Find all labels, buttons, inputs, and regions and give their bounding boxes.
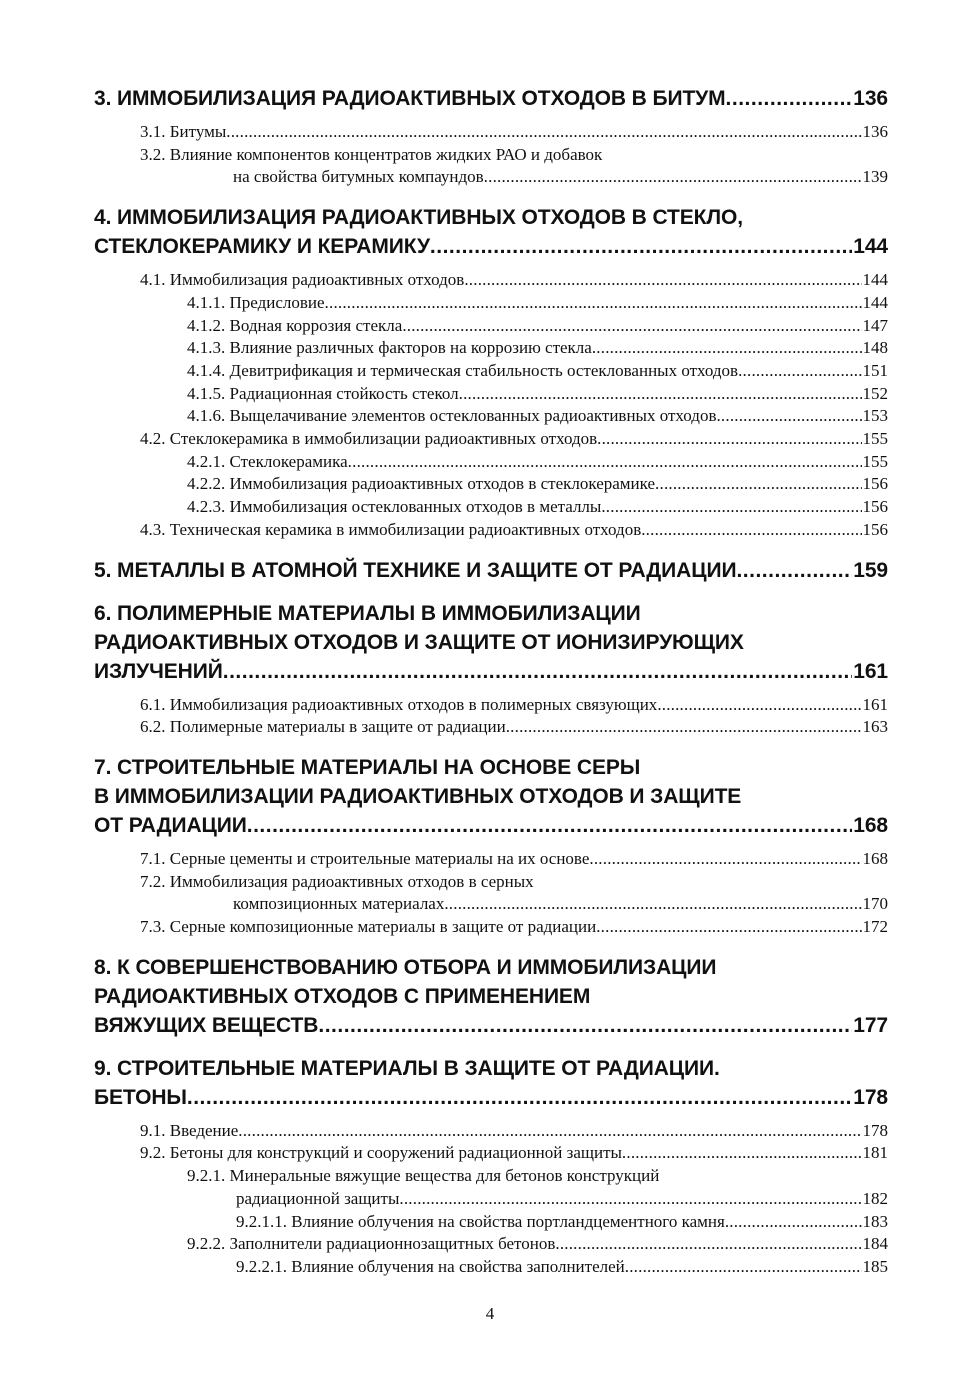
- toc-entry-page: 168: [862, 848, 888, 868]
- chapter-title-line[interactable]: 7. СТРОИТЕЛЬНЫЕ МАТЕРИАЛЫ НА ОСНОВЕ СЕРЫ: [94, 755, 641, 779]
- leader-dots: [641, 519, 861, 542]
- leader-dots: [601, 496, 861, 519]
- toc-entry-title: 7.2. Иммобилизация радиоактивных отходов в серных: [140, 871, 534, 891]
- toc-entry-page: 185: [862, 1256, 888, 1276]
- leader-dots: [506, 716, 862, 739]
- chapter-title-line: ОТ РАДИАЦИИ: [94, 813, 247, 837]
- leader-dots: [736, 556, 852, 585]
- toc-entry[interactable]: [94, 121, 888, 144]
- leader-dots: [596, 916, 861, 939]
- chapter-title-line[interactable]: 8. К СОВЕРШЕНСТВОВАНИЮ ОТБОРА И ИММОБИЛИЗАЦИИ: [94, 955, 717, 979]
- leader-dots: [318, 1011, 852, 1040]
- toc-entry-page: 147: [862, 315, 888, 335]
- table-of-contents: [94, 84, 888, 1279]
- toc-entry[interactable]: [94, 848, 888, 871]
- toc-entry[interactable]: [94, 405, 888, 428]
- toc-entry[interactable]: [94, 337, 888, 360]
- toc-entry[interactable]: [94, 1165, 888, 1210]
- chapter-title-line[interactable]: 9. СТРОИТЕЛЬНЫЕ МАТЕРИАЛЫ В ЗАЩИТЕ ОТ РАДИАЦИИ.: [94, 1056, 720, 1080]
- toc-entry-title: 9.1. Введение: [140, 1120, 239, 1140]
- toc-entry-title: 4.2.1. Стеклокерамика: [187, 451, 348, 471]
- toc-entry-title: 4.1.1. Предисловие: [187, 292, 325, 312]
- toc-entry-title: 7.3. Серные композиционные материалы в защите от радиации: [140, 917, 597, 937]
- toc-entry[interactable]: [94, 315, 888, 338]
- toc-entry-title: 7.1. Серные цементы и строительные материалы на их основе: [140, 848, 590, 868]
- toc-entry-page: 161: [862, 694, 888, 714]
- toc-entry-page: 182: [862, 1188, 888, 1208]
- chapter-title-line[interactable]: РАДИОАКТИВНЫХ ОТХОДОВ С ПРИМЕНЕНИЕМ: [94, 984, 591, 1008]
- toc-entry-page: 163: [862, 717, 888, 737]
- toc-entry-title: 4.2.2. Иммобилизация радиоактивных отходов в стеклокерамике: [187, 474, 656, 494]
- chapter-title-line: БЕТОНЫ: [94, 1085, 187, 1109]
- toc-entry-page: 155: [862, 429, 888, 449]
- leader-dots: [348, 451, 862, 474]
- leader-dots: [725, 1211, 862, 1234]
- chapter-title-line[interactable]: 4. ИММОБИЛИЗАЦИЯ РАДИОАКТИВНЫХ ОТХОДОВ В СТЕКЛО,: [94, 206, 743, 230]
- leader-dots: [430, 232, 852, 261]
- toc-entry-title: 6.2. Полимерные материалы в защите от радиации: [140, 717, 506, 737]
- leader-dots: [402, 315, 861, 338]
- chapter-heading: [94, 203, 888, 261]
- toc-entry-title: 9.2.1. Минеральные вяжущие вещества для бетонов конструкций: [187, 1166, 660, 1186]
- chapter-heading: [94, 556, 888, 585]
- chapter-title-line: ИЗЛУЧЕНИЙ: [94, 659, 223, 683]
- toc-entry-title: 9.2.2. Заполнители радиационнозащитных бетонов: [187, 1234, 556, 1254]
- leader-dots: [555, 1233, 861, 1256]
- leader-dots: [622, 1142, 862, 1165]
- chapter-title-line[interactable]: 6. ПОЛИМЕРНЫЕ МАТЕРИАЛЫ В ИММОБИЛИЗАЦИИ: [94, 601, 641, 625]
- chapter-title-row[interactable]: [94, 232, 888, 261]
- toc-entry-title: 4.1.3. Влияние различных факторов на коррозию стекла: [187, 338, 592, 358]
- chapter-title-line: 3. ИММОБИЛИЗАЦИЯ РАДИОАКТИВНЫХ ОТХОДОВ В БИТУМ: [94, 87, 726, 110]
- leader-dots: [716, 405, 861, 428]
- page-number: 4: [485, 1304, 495, 1323]
- toc-entry-title: 3.1. Битумы: [140, 122, 227, 141]
- toc-entry[interactable]: [94, 269, 888, 292]
- toc-entry-page: 172: [862, 917, 888, 937]
- leader-dots: [592, 337, 862, 360]
- toc-entry-page: 152: [862, 383, 888, 403]
- toc-entry-title: 4.1. Иммобилизация радиоактивных отходов: [140, 270, 465, 290]
- toc-entry[interactable]: [94, 428, 888, 451]
- leader-dots: [223, 657, 853, 686]
- leader-dots: [597, 428, 861, 451]
- leader-dots: [726, 84, 853, 113]
- toc-entry[interactable]: [94, 694, 888, 717]
- chapter-heading: [94, 953, 888, 1040]
- toc-entry[interactable]: [94, 1120, 888, 1143]
- toc-entry-page: 156: [862, 474, 888, 494]
- leader-dots: [657, 694, 861, 717]
- toc-entry-title: 3.2. Влияние компонентов концентратов жидких РАО и добавок: [140, 144, 603, 164]
- toc-entry[interactable]: [94, 519, 888, 542]
- toc-entry[interactable]: [94, 292, 888, 315]
- toc-entry[interactable]: [94, 1142, 888, 1165]
- chapter-title-line: 5. МЕТАЛЛЫ В АТОМНОЙ ТЕХНИКЕ И ЗАЩИТЕ ОТ РАДИАЦИИ: [94, 558, 737, 582]
- chapter-page-number: 178: [853, 1085, 888, 1109]
- chapter-heading: [94, 753, 888, 840]
- leader-dots: [226, 121, 861, 144]
- chapter-title-line[interactable]: РАДИОАКТИВНЫХ ОТХОДОВ И ЗАЩИТЕ ОТ ИОНИЗИРУЮЩИХ: [94, 630, 744, 654]
- toc-entry-title: 4.1.4. Девитрификация и термическая стабильность остеклованных отходов: [187, 360, 739, 380]
- chapter-page-number: 168: [853, 813, 888, 837]
- toc-entry[interactable]: [94, 496, 888, 519]
- chapter-title-row[interactable]: [94, 657, 888, 686]
- leader-dots: [484, 166, 862, 189]
- toc-entry-page: 178: [862, 1120, 888, 1140]
- toc-entry-page: 136: [862, 122, 888, 141]
- leader-dots: [589, 848, 861, 871]
- toc-entry-title: 4.2.3. Иммобилизация остеклованных отходов в металлы: [187, 497, 602, 517]
- toc-entry-page: 183: [862, 1211, 888, 1231]
- toc-entry[interactable]: [94, 871, 888, 916]
- toc-entry-title: 6.1. Иммобилизация радиоактивных отходов в полимерных связующих: [140, 694, 658, 714]
- chapter-title-row[interactable]: [94, 1011, 888, 1040]
- toc-entry-title: 9.2.1.1. Влияние облучения на свойства портландцементного камня: [236, 1211, 725, 1231]
- toc-entry-page: 144: [862, 292, 888, 312]
- leader-dots: [238, 1120, 861, 1143]
- chapter-heading: [94, 84, 888, 113]
- toc-entry[interactable]: [94, 383, 888, 406]
- chapter-title-line: СТЕКЛОКЕРАМИКУ И КЕРАМИКУ: [94, 235, 430, 259]
- leader-dots: [738, 360, 861, 383]
- toc-entry-title: 4.1.6. Выщелачивание элементов остеклованных радиоактивных отходов: [187, 406, 717, 426]
- chapter-title-line: ВЯЖУЩИХ ВЕЩЕСТВ: [94, 1013, 319, 1037]
- toc-entry[interactable]: [94, 1256, 888, 1279]
- toc-entry-page: 139: [862, 167, 888, 187]
- chapter-title-row[interactable]: [94, 811, 888, 840]
- toc-entry[interactable]: [94, 144, 888, 189]
- leader-dots: [399, 1188, 861, 1211]
- toc-entry-title: 4.1.2. Водная коррозия стекла: [187, 315, 403, 335]
- toc-entry-page: 156: [862, 497, 888, 517]
- chapter-page-number: 177: [853, 1013, 888, 1037]
- chapter-page-number: 159: [853, 558, 888, 582]
- toc-entry[interactable]: [94, 360, 888, 383]
- toc-entry[interactable]: [94, 451, 888, 474]
- toc-entry-page: 151: [862, 360, 888, 380]
- toc-entry[interactable]: [94, 473, 888, 496]
- toc-entry-title: 9.2.2.1. Влияние облучения на свойства заполнителей: [236, 1256, 625, 1276]
- leader-dots: [444, 893, 861, 916]
- toc-entry-title: 4.2. Стеклокерамика в иммобилизации радиоактивных отходов: [140, 429, 598, 449]
- toc-entry-page: 144: [862, 270, 888, 290]
- toc-entry-page: 155: [862, 451, 888, 471]
- chapter-title-line[interactable]: В ИММОБИЛИЗАЦИИ РАДИОАКТИВНЫХ ОТХОДОВ И ЗАЩИТЕ: [94, 784, 742, 808]
- leader-dots: [247, 811, 853, 840]
- toc-entry-page: 156: [862, 519, 888, 539]
- toc-entry-page: 181: [862, 1143, 888, 1163]
- chapter-page-number: 144: [853, 235, 888, 259]
- toc-entry-title: 4.1.5. Радиационная стойкость стекол: [187, 383, 459, 403]
- toc-entry-page: 148: [862, 338, 888, 358]
- toc-entry-page: 153: [862, 406, 888, 426]
- chapter-heading: [94, 599, 888, 686]
- leader-dots: [625, 1256, 862, 1279]
- chapter-page-number: 136: [853, 87, 888, 110]
- toc-entry[interactable]: [94, 716, 888, 739]
- toc-entry-page: 184: [862, 1234, 888, 1254]
- toc-entry[interactable]: [94, 1233, 888, 1256]
- leader-dots: [325, 292, 862, 315]
- toc-entry[interactable]: [94, 1211, 888, 1234]
- toc-entry-title: 4.3. Техническая керамика в иммобилизации радиоактивных отходов: [140, 519, 642, 539]
- leader-dots: [187, 1083, 852, 1112]
- toc-entry-title-continued: радиационной защиты: [236, 1188, 400, 1208]
- chapter-title-row[interactable]: [94, 84, 888, 113]
- toc-entry-title: 9.2. Бетоны для конструкций и сооружений радиационной защиты: [140, 1143, 622, 1163]
- chapter-title-row[interactable]: [94, 556, 888, 585]
- toc-entry[interactable]: [94, 916, 888, 939]
- toc-entry-title-continued: композиционных материалах: [233, 894, 445, 914]
- leader-dots: [464, 269, 861, 292]
- chapter-heading: [94, 1054, 888, 1112]
- chapter-page-number: 161: [853, 659, 888, 683]
- toc-entry-title-continued: на свойства битумных компаундов: [233, 167, 484, 187]
- toc-entry-page: 170: [862, 894, 888, 914]
- chapter-title-row[interactable]: [94, 1083, 888, 1112]
- leader-dots: [655, 473, 861, 496]
- leader-dots: [459, 383, 862, 406]
